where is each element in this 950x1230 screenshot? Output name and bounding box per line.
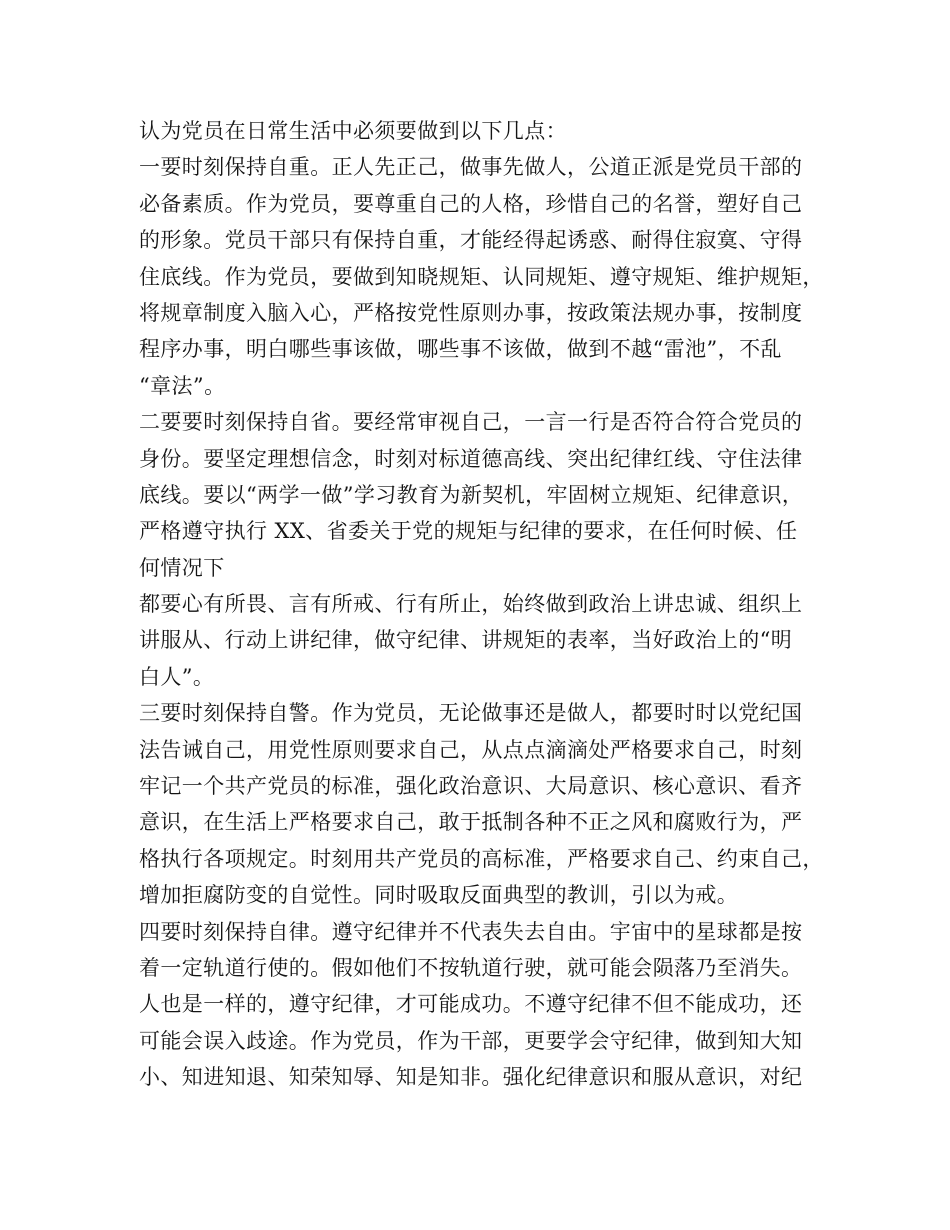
text-line: 身份。要坚定理想信念，时刻对标道德高线、突出纪律红线、守住法律	[139, 446, 803, 471]
text-line: 小、知进知退、知荣知辱、知是知非。强化纪律意识和服从意识，对纪	[139, 1065, 803, 1090]
text-line: 二要要时刻保持自省。要经常审视自己，一言一行是否符合符合党员的	[139, 410, 803, 435]
text-line: 都要心有所畏、言有所戒、行有所止，始终做到政治上讲忠诚、组织上	[139, 592, 803, 617]
text-line: 意识，在生活上严格要求自己，敢于抵制各种不正之风和腐败行为，严	[139, 810, 803, 835]
text-line: 人也是一样的，遵守纪律，才可能成功。不遵守纪律不但不能成功，还	[139, 992, 803, 1017]
text-line: 着一定轨道行使的。假如他们不按轨道行驶，就可能会陨落乃至消失。	[139, 955, 803, 980]
text-line: 严格遵守执行 XX、省委关于党的规矩与纪律的要求，在任何时候、任	[139, 519, 798, 544]
document-body	[139, 113, 829, 1096]
text-line: 何情况下	[139, 555, 225, 580]
text-line: 一要时刻保持自重。正人先正己，做事先做人，公道正派是党员干部的	[139, 155, 803, 180]
text-line: 的形象。党员干部只有保持自重，才能经得起诱惑、耐得住寂寞、守得	[139, 228, 803, 253]
text-line: 牢记一个共产党员的标准，强化政治意识、大局意识、核心意识、看齐	[139, 774, 803, 799]
text-line: 底线。要以“两学一做”学习教育为新契机，牢固树立规矩、纪律意识，	[139, 482, 804, 507]
text-line: “章法”。	[139, 373, 226, 398]
text-line: 增加拒腐防变的自觉性。同时吸取反面典型的教训，引以为戒。	[139, 883, 739, 908]
text-line: 三要时刻保持自警。作为党员，无论做事还是做人，都要时时以党纪国	[139, 701, 803, 726]
text-line: 认为党员在日常生活中必须要做到以下几点：	[139, 119, 567, 143]
text-line: 格执行各项规定。时刻用共产党员的高标准，严格要求自己、约束自己，	[139, 846, 824, 871]
text-line: 法告诫自己，用党性原则要求自己，从点点滴滴处严格要求自己，时刻	[139, 737, 803, 762]
text-line: 白人”。	[139, 664, 215, 689]
text-line: 住底线。作为党员，要做到知晓规矩、认同规矩、遵守规矩、维护规矩，	[139, 264, 824, 289]
text-line: 四要时刻保持自律。遵守纪律并不代表失去自由。宇宙中的星球都是按	[139, 919, 803, 944]
text-line: 将规章制度入脑入心，严格按党性原则办事，按政策法规办事，按制度	[139, 300, 803, 325]
text-line: 可能会误入歧途。作为党员，作为干部，更要学会守纪律，做到知大知	[139, 1028, 803, 1053]
text-line: 程序办事，明白哪些事该做，哪些事不该做，做到不越“雷池”，不乱	[139, 337, 782, 362]
text-line: 必备素质。作为党员，要尊重自己的人格，珍惜自己的名誉，塑好自己	[139, 191, 803, 216]
text-line: 讲服从、行动上讲纪律，做守纪律、讲规矩的表率，当好政治上的“明	[139, 628, 793, 653]
